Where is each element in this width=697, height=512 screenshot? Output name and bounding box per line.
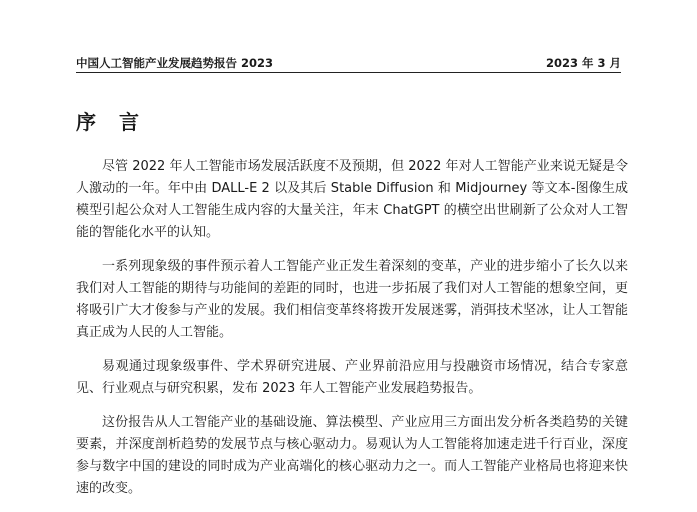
paragraph: 易观通过现象级事件、学术界研究进展、产业界前沿应用与投融资市场情况，结合专家意见、行业观点与研究积累，发布 2023 年人工智能产业发展趋势报告。	[76, 359, 628, 396]
running-header	[76, 54, 621, 73]
body-text	[76, 156, 628, 512]
report-date: 2023 年 3 月	[545, 56, 621, 70]
section-title: 序 言	[76, 110, 147, 134]
paragraph: 这份报告从人工智能产业的基础设施、算法模型、产业应用三方面出发分析各类趋势的关键要素，并深度剖析趋势的发展节点与核心驱动力。易观认为人工智能将加速走进千行百业，深度参与数字中国的建设的同时成为产业高端化的核心驱动力之一。而人工智能产业格局也将迎来快速的改变。	[76, 415, 628, 496]
paragraph: 一系列现象级的事件预示着人工智能产业正发生着深刻的变革，产业的进步缩小了长久以来我们对人工智能的期待与功能间的差距的同时，也进一步拓展了我们对人工智能的想象空间，更将吸引广大才俊参与产业的发展。我们相信变革终将拨开发展迷雾，消弭技术坚冰，让人工智能真正成为人民的人工智能。	[76, 259, 628, 340]
paragraph: 尽管 2022 年人工智能市场发展活跃度不及预期，但 2022 年对人工智能产业来说无疑是令人激动的一年。年中由 DALL-E 2 以及其后 Stable Diffusion 和 Midjourney 等文本-图像生成模型引起公众对人工智能生成内容的大量关注，年末 ChatGPT 的横空出世刷新了公众对人工智能的智能化水平的认知。	[76, 159, 628, 240]
report-title: 中国人工智能产业发展趋势报告 2023	[76, 56, 274, 70]
